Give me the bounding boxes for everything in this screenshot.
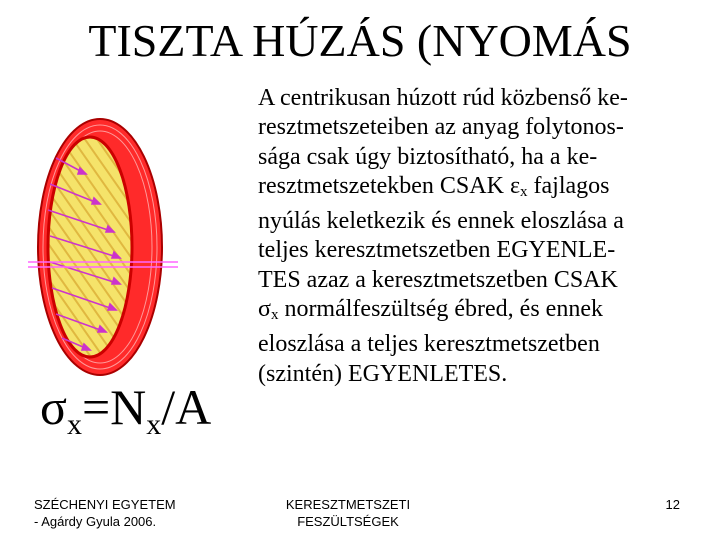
epsilon-subscript: x <box>520 183 528 200</box>
footer-author <box>34 496 176 530</box>
formula-sub-2: x <box>146 408 162 441</box>
cut-face <box>48 137 132 357</box>
epsilon-symbol: ε <box>509 172 521 199</box>
footer-university: SZÉCHENYI EGYETEM <box>34 497 176 512</box>
slide-title: TISZTA HÚZÁS (NYOMÁS <box>88 15 632 66</box>
formula-end: /A <box>161 379 212 435</box>
stress-formula <box>40 379 212 441</box>
formula-sub-1: x <box>66 408 82 441</box>
sigma-symbol: σ <box>258 296 271 323</box>
body-line: (szintén) EGYENLETES. <box>258 360 508 387</box>
body-line-post: fajlagos <box>527 172 610 199</box>
page-number: 12 <box>665 497 680 512</box>
formula-middle: =N <box>81 379 147 435</box>
body-line <box>258 295 690 330</box>
body-line: eloszlása a teljes keresztmetszetben <box>258 331 600 358</box>
body-line: resztmetszeteiben az anyag folytonos- <box>258 114 624 141</box>
body-line: teljes keresztmetszetben EGYENLE- <box>258 237 616 264</box>
body-line: sága csak úgy biztosítható, ha a ke- <box>258 143 598 170</box>
footer-topic-line-1: KERESZTMETSZETI <box>285 497 411 512</box>
body-line-post: normálfeszültség ébred, és ennek <box>278 296 603 323</box>
body-line <box>258 172 690 207</box>
body-line: A centrikusan húzott rúd közbenső ke- <box>258 85 628 111</box>
body-paragraph <box>258 84 690 389</box>
footer-topic-line-2: FESZÜLTSÉGEK <box>297 514 399 529</box>
formula-sigma: σ <box>40 379 67 435</box>
footer-credit: - Agárdy Gyula 2006. <box>34 514 157 529</box>
body-line-pre: resztmetszetekben CSAK <box>258 172 510 199</box>
cross-section-illustration <box>28 112 188 382</box>
body-line: nyúlás keletkezik és ennek eloszlása a <box>258 208 624 235</box>
sigma-subscript: x <box>270 307 279 324</box>
body-line: TES azaz a keresztmetszetben CSAK <box>258 266 618 293</box>
footer-topic <box>258 496 438 530</box>
